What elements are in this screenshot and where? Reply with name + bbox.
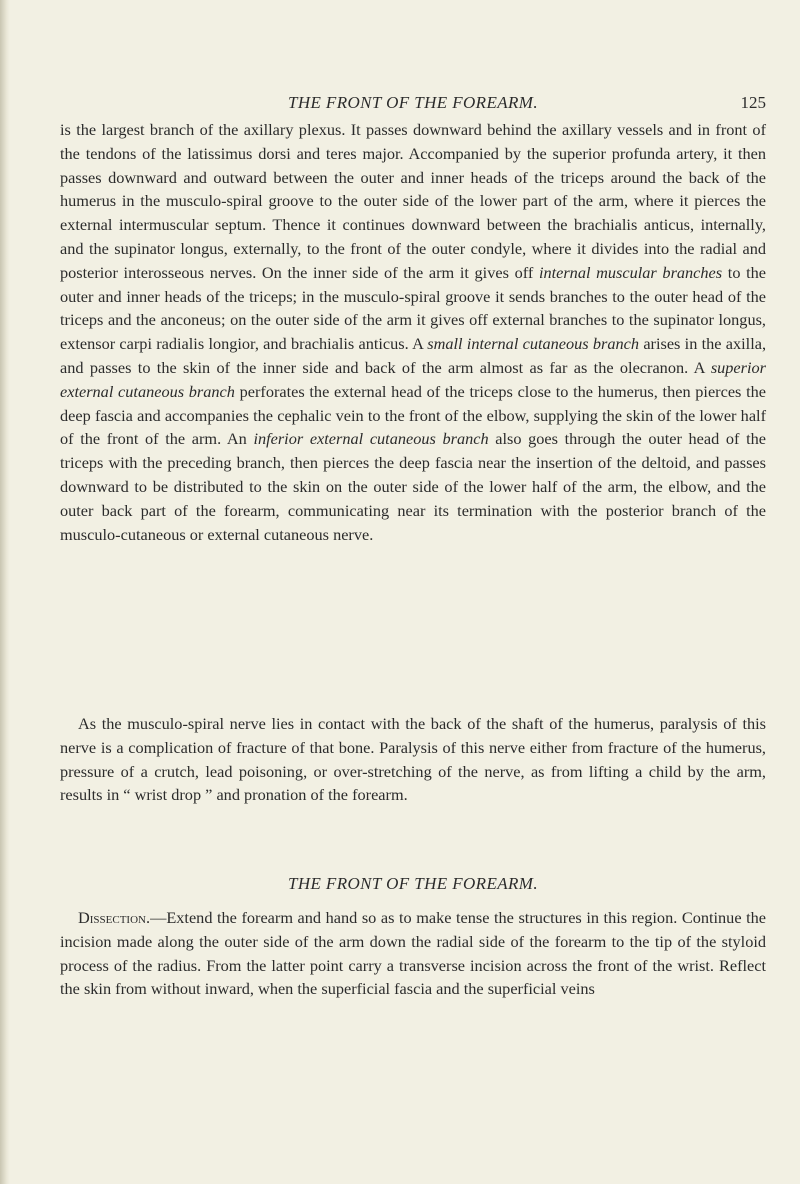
italic-term: inferior external cutaneous branch bbox=[253, 429, 489, 449]
text-run: —Extend the forearm and hand so as to make tense the structures in this region. Continue the incision made along the outer side of the arm down the radial side of the forearm to the tip of the styloid process of the radius. From the latter point carry a transverse incision across the front of the wrist. Reflect the skin from without inward, when the superficial fascia and the superficial veins bbox=[60, 908, 766, 999]
paragraph-text: As the musculo-spiral nerve lies in contact with the back of the shaft of the humerus, paralysis of this nerve is a complication of fracture of that bone. Paralysis of this nerve either from fracture of the humerus, pressure of a crutch, lead poisoning, or over-stretching of the nerve, as from lifting a child by the arm, results in “ wrist drop ” and pronation of the forearm. bbox=[60, 714, 766, 805]
paragraph-dissection bbox=[60, 906, 766, 1001]
text-run: perforates the external head of the triceps close to the humerus, then pierces the deep fascia and accompanies the cephalic vein to the front of the elbow, supplying the skin of the lower half of the front of the arm. An bbox=[60, 381, 766, 449]
running-head bbox=[60, 93, 766, 117]
text-run: also goes through the outer head of the triceps with the preceding branch, then pierces the deep fascia near the insertion of the deltoid, and passes downward to be distributed to the skin on the outer side of the lower half of the arm, the elbow, and the outer back part of the forearm, communicating near its termination with the posterior branch of the musculo-cutaneous or external cutaneous nerve. bbox=[60, 429, 766, 544]
italic-term: small internal cutaneous branch bbox=[427, 334, 640, 354]
paragraph-musculo-spiral-nerve bbox=[60, 118, 766, 546]
dissection-lead: Dissection. bbox=[78, 908, 151, 927]
page-number: 125 bbox=[740, 93, 766, 112]
italic-term: internal muscular branches bbox=[538, 262, 723, 282]
text-run: to the outer and inner heads of the triceps; in the musculo-spiral groove it sends branches to the outer head of the triceps and the anconeus; on the outer side of the arm it gives off external branches to the supinator longus, extensor carpi radialis longior, and brachialis anticus. A bbox=[60, 262, 767, 354]
italic-term: superior external cutaneous branch bbox=[60, 357, 766, 401]
text-run: is the largest branch of the axillary plexus. It passes downward behind the axillary vessels and in front of the tendons of the latissimus dorsi and teres major. Accompanied by the superior profunda artery, it then passes downward and outward between the outer and inner heads of the triceps around the back of the humerus in the musculo-spiral groove to the outer side of the lower part of the arm, where it pierces the external intermuscular septum. Thence it continues downward between the brachialis anticus, internally, and the supinator longus, externally, to the front of the outer condyle, where it divides into the radial and posterior interosseous nerves. On the inner side of the arm it gives off bbox=[60, 120, 766, 282]
paragraph-paralysis bbox=[60, 712, 766, 807]
running-title: THE FRONT OF THE FOREARM. bbox=[287, 93, 539, 112]
page-binding-shadow bbox=[0, 0, 10, 1184]
section-heading: THE FRONT OF THE FOREARM. bbox=[287, 874, 539, 893]
text-run: arises in the axilla, and passes to the skin of the inner side and back of the arm almost as far as the olecranon. A bbox=[60, 334, 767, 377]
